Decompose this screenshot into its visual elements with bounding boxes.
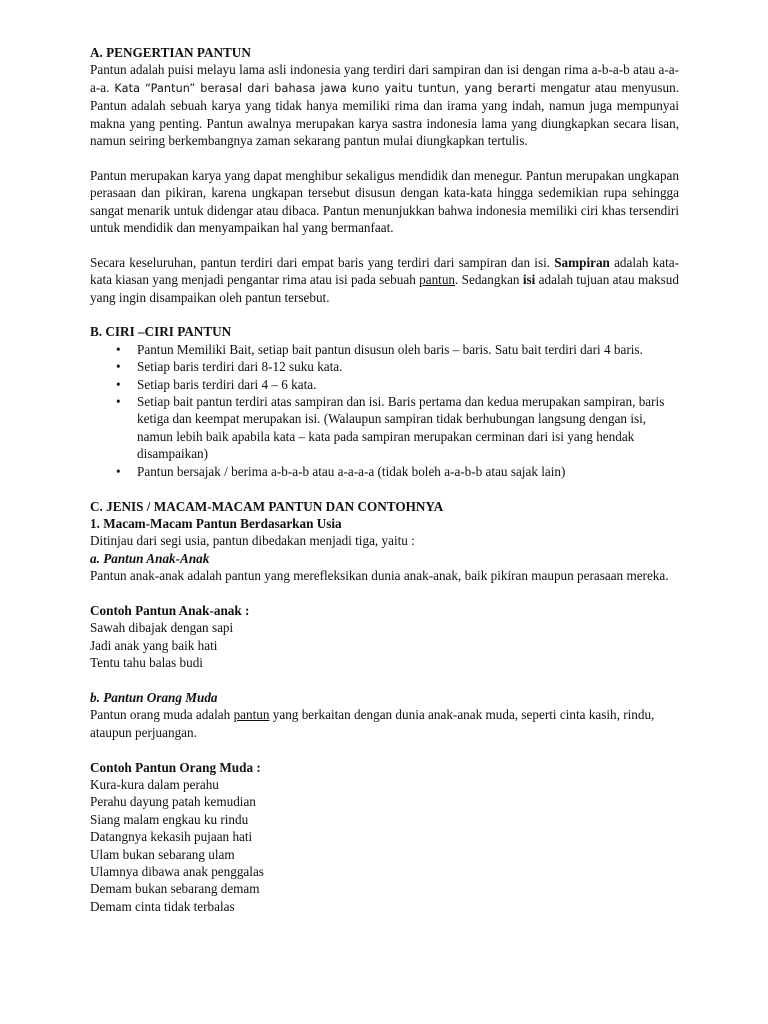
verse-line: Jadi anak yang baik hati <box>90 637 218 653</box>
spacer <box>90 741 679 758</box>
spacer <box>90 149 679 166</box>
pantun-muda-description <box>90 706 679 741</box>
paragraph-text-sans: Kata “Pantun” berasal dari bahasa jawa kuno yaitu tuntun, yang berarti <box>109 81 536 95</box>
paragraph-text: Secara keseluruhan, pantun terdiri dari empat baris yang terdiri dari sampiran dan isi. <box>90 254 555 270</box>
verse-line: Sawah dibajak dengan sapi <box>90 620 234 636</box>
verse-line: Ulam bukan sebarang ulam <box>90 846 235 862</box>
spacer <box>90 480 679 497</box>
section-b-heading: B. CIRI –CIRI PANTUN <box>90 324 232 340</box>
list-item: • Setiap bait pantun terdiri atas sampiran dan isi. Baris pertama dan kedua merupakan sampiran, baris ketiga dan keempat merupakan isi. (Walaupun sampiran tidak berhubungan langsung dengan isi, namun lebih baik apabila kata – kata pada sampiran merupakan cerminan dari isi yang hendak disampaikan) <box>90 393 679 463</box>
ciri-list <box>90 341 679 480</box>
pantun-muda-title: b. Pantun Orang Muda <box>90 689 218 705</box>
list-item: • Setiap baris terdiri dari 4 – 6 kata. <box>90 376 679 393</box>
spacer <box>90 236 679 253</box>
term-sampiran: Sampiran <box>554 254 610 270</box>
verse-line: Tentu tahu balas budi <box>90 655 203 671</box>
section-a-heading: A. PENGERTIAN PANTUN <box>90 45 251 60</box>
contoh-anak-verse <box>90 619 679 671</box>
spacer <box>90 585 679 602</box>
verse-line: Perahu dayung patah kemudian <box>90 794 256 810</box>
contoh-muda-verse <box>90 776 679 915</box>
contoh-anak-title: Contoh Pantun Anak-anak : <box>90 602 250 618</box>
list-item: • Pantun bersajak / berima a-b-a-b atau a-a-a-a (tidak boleh a-a-b-b atau sajak lain) <box>90 463 679 480</box>
list-item: • Pantun Memiliki Bait, setiap bait pantun disusun oleh baris – baris. Satu bait terdiri dari 4 baris. <box>90 341 679 358</box>
verse-line: Kura-kura dalam perahu <box>90 776 219 792</box>
verse-line: Datangnya kekasih pujaan hati <box>90 829 253 845</box>
verse-line: Siang malam engkau ku rindu <box>90 811 249 827</box>
pantun-link[interactable]: pantun <box>233 707 270 723</box>
verse-line: Ulamnya dibawa anak penggalas <box>90 863 264 879</box>
paragraph-text: Pantun orang muda adalah <box>90 707 234 723</box>
paragraph-text: adalah kata-kata kiasan yang menjadi pengantar rima atau isi pada sebuah <box>90 254 679 288</box>
section-a-paragraph-2: Pantun merupakan karya yang dapat menghibur sekaligus mendidik dan menegur. Pantun merupakan ungkapan perasaan dan pikiran, karena ungkapan tersebut disusun dengan kata-kata hingga sedemikian rupa sehingga sangat menarik untuk didengar atau dibaca. Pantun menunjukkan bahwa indonesia memiliki ciri khas tersendiri untuk mendidik dan menyampaikan hal yang bermanfaat. <box>90 167 679 236</box>
usia-intro: Ditinjau dari segi usia, pantun dibedakan menjadi tiga, yaitu : <box>90 533 415 549</box>
paragraph-text: adalah tujuan atau maksud yang ingin disampaikan oleh pantun tersebut. <box>90 272 679 305</box>
term-isi: isi <box>522 272 536 288</box>
subsection-usia-heading: 1. Macam-Macam Pantun Berdasarkan Usia <box>90 515 342 531</box>
verse-line: Demam cinta tidak terbalas <box>90 898 235 914</box>
paragraph-text: mengatur atau menyusun. Pantun adalah sebuah karya yang tidak hanya memiliki rima dan irama yang indah, namun juga mempunyai makna yang penting. Pantun awalnya merupakan karya sastra indonesia lama yang diungkapkan secara lisan, namun seiring berkembangnya zaman sekarang pantun mulai diungkapkan tertulis. <box>90 79 679 149</box>
paragraph-text: . Sedangkan <box>455 272 523 288</box>
verse-line: Demam bukan sebarang demam <box>90 881 260 897</box>
list-item: • Setiap baris terdiri dari 8-12 suku kata. <box>90 358 679 375</box>
pantun-anak-description: Pantun anak-anak adalah pantun yang merefleksikan dunia anak-anak, baik pikiran maupun perasaan mereka. <box>90 568 669 584</box>
spacer <box>90 672 679 689</box>
pantun-anak-title: a. Pantun Anak-Anak <box>90 550 210 566</box>
paragraph-text: yang berkaitan dengan dunia anak-anak muda, seperti cinta kasih, rindu, ataupun perjuangan. <box>90 707 655 740</box>
paragraph-text: Pantun adalah puisi melayu lama asli indonesia yang terdiri dari sampiran dan isi dengan rima a-b-a-b atau a-a-a-a. <box>90 62 679 95</box>
spacer <box>90 306 679 323</box>
section-a-paragraph-1 <box>90 61 679 149</box>
section-c-heading: C. JENIS / MACAM-MACAM PANTUN DAN CONTOHNYA <box>90 498 444 514</box>
section-a-paragraph-3 <box>90 254 679 306</box>
pantun-link[interactable]: pantun <box>419 272 456 288</box>
contoh-muda-title: Contoh Pantun Orang Muda : <box>90 759 261 775</box>
